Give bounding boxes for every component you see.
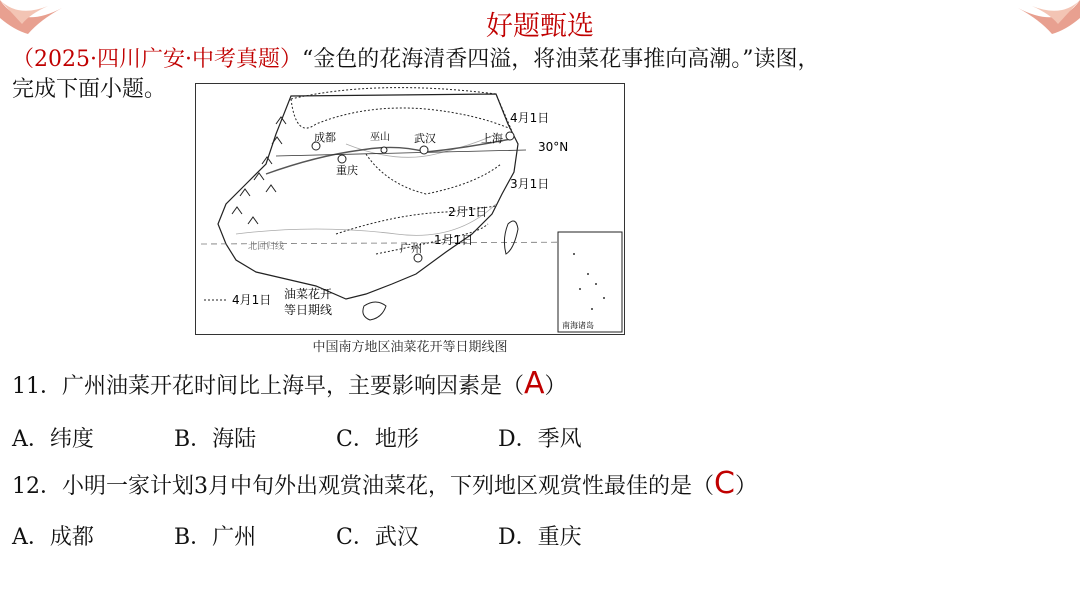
legend-text-2: 等日期线 <box>284 303 333 317</box>
yangtze-river <box>266 139 511 174</box>
q12-option-b: B．广州 <box>174 525 257 550</box>
question-11-answer: A <box>524 366 545 401</box>
hainan-island <box>363 302 386 320</box>
q11-option-a: A．纬度 <box>12 427 94 452</box>
map-drawing <box>196 84 624 334</box>
question-11-text: 广州油菜开花时间比上海早，主要影响因素是（ <box>62 374 525 399</box>
legend-text-1: 油菜花开 <box>284 287 333 301</box>
slide-title: 好题甄选 <box>486 11 594 42</box>
q11-option-c: C．地形 <box>336 427 419 452</box>
question-12-answer: C <box>714 466 735 501</box>
q12-option-d: D．重庆 <box>498 525 582 550</box>
isoline-label-mar1: 3月1日 <box>510 177 550 191</box>
question-11-options <box>12 422 660 453</box>
question-source: （2025·四川广安·中考真题） <box>12 47 302 72</box>
isoline-label-jan1: 1月1日 <box>434 233 474 247</box>
question-11-close: ） <box>544 374 567 399</box>
legend-date: 4月1日 <box>232 293 272 307</box>
city-wuhan: 武汉 <box>414 132 436 145</box>
inset-label: 南海诸岛 <box>562 321 594 330</box>
isoline-label-apr1: 4月1日 <box>510 111 550 125</box>
city-chongqing: 重庆 <box>336 164 358 177</box>
question-12-number: 12． <box>12 474 62 499</box>
land-outline <box>218 94 518 299</box>
intro-text: “金色的花海清香四溢，将油菜花事推向高潮。”读图， <box>301 47 820 72</box>
intro-text-2: 完成下面小题。 <box>12 77 167 102</box>
question-12-close: ） <box>734 474 757 499</box>
question-12-options <box>12 520 660 551</box>
city-wushan: 巫山 <box>370 132 390 143</box>
q11-option-d: D．季风 <box>498 427 582 452</box>
latitude-30n-line <box>276 150 526 156</box>
q12-option-a: A．成都 <box>12 525 94 550</box>
q12-option-c: C．武汉 <box>336 525 419 550</box>
isoline-label-feb1: 2月1日 <box>448 205 488 219</box>
city-shanghai: 上海 <box>481 132 503 145</box>
taiwan-island <box>504 221 518 254</box>
city-chengdu: 成都 <box>314 131 336 144</box>
isoline-mar1 <box>366 154 501 194</box>
question-11 <box>12 366 567 401</box>
q11-option-b: B．海陆 <box>174 427 257 452</box>
map-caption: 中国南方地区油菜花开等日期线图 <box>312 340 508 355</box>
rapeseed-map <box>195 83 625 335</box>
question-12 <box>12 466 757 501</box>
tropic-label: 北回归线 <box>248 242 285 252</box>
south-china-sea-inset <box>558 232 622 332</box>
latitude-label: 30°N <box>538 140 569 154</box>
city-guangzhou: 广州 <box>400 242 422 255</box>
question-11-number: 11． <box>12 374 62 399</box>
question-12-text: 小明一家计划3月中旬外出观赏油菜花，下列地区观赏性最佳的是（ <box>62 474 714 499</box>
